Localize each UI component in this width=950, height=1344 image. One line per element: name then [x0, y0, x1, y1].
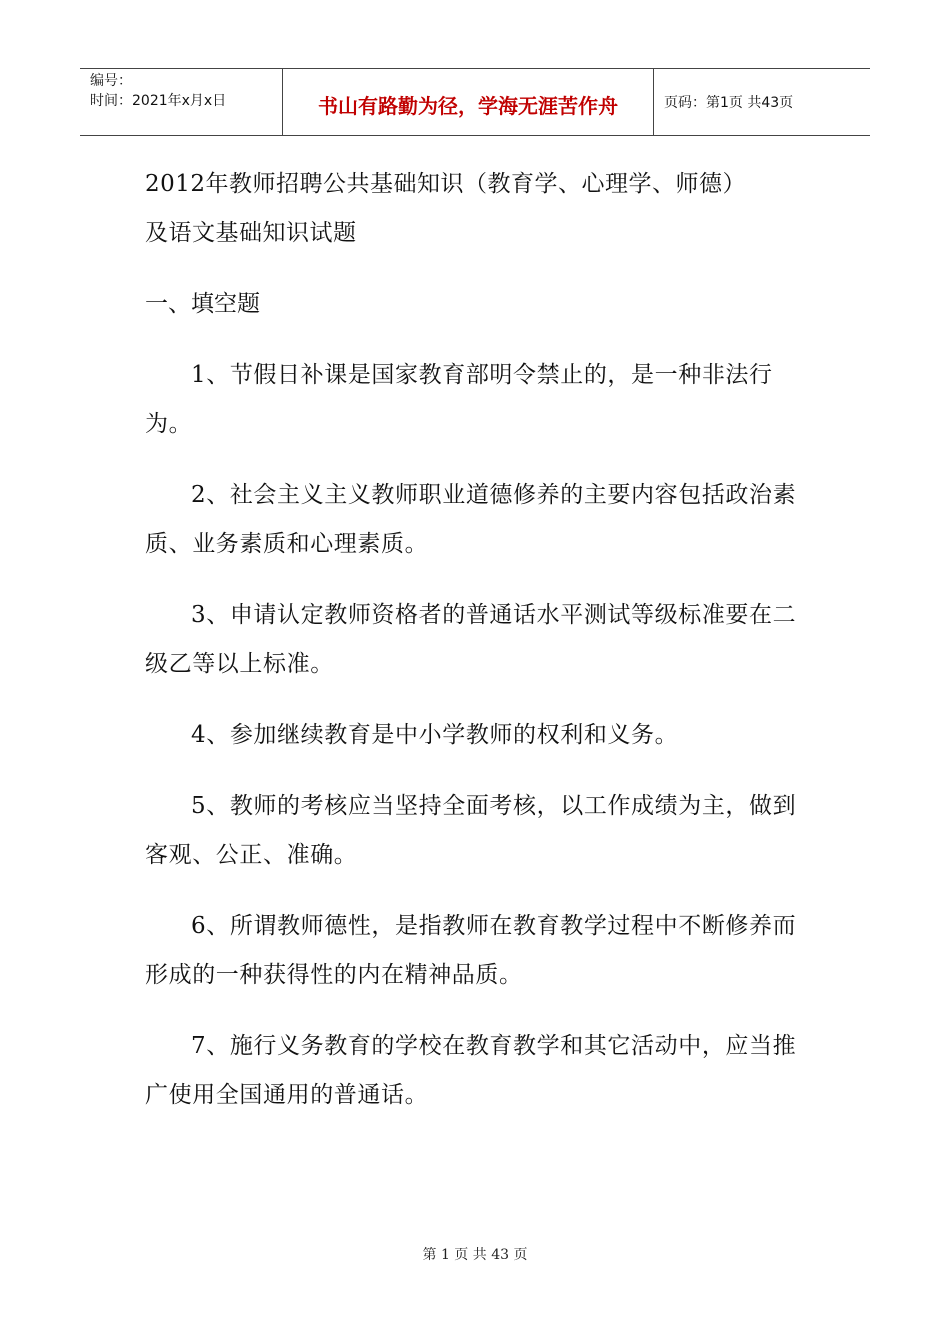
question-item: 1、节假日补课是国家教育部明令禁止的，是一种非法行为。	[145, 362, 773, 437]
question-item: 2、社会主义主义教师职业道德修养的主要内容包括政治素质、业务素质和心理素质。	[145, 482, 797, 557]
header-number-label: 编号：	[90, 73, 132, 89]
document-body	[145, 160, 805, 1120]
document-title-line-1: 2012年教师招聘公共基础知识（教育学、心理学、师德）	[145, 171, 747, 197]
header-page-cell	[654, 69, 870, 135]
section-heading: 一、填空题	[145, 291, 260, 317]
header-motto-cell	[282, 69, 654, 135]
question-item: 4、参加继续教育是中小学教师的权利和义务。	[191, 722, 679, 748]
header-date-label: 时间：2021年x月x日	[90, 93, 227, 109]
question-item: 3、申请认定教师资格者的普通话水平测试等级标准要在二级乙等以上标准。	[145, 602, 797, 677]
document-title-line-2: 及语文基础知识试题	[145, 220, 357, 246]
question-item: 5、教师的考核应当坚持全面考核，以工作成绩为主，做到客观、公正、准确。	[145, 793, 797, 868]
page-footer	[0, 1244, 950, 1264]
header-motto: 书山有路勤为径，学海无涯苦作舟	[318, 93, 618, 118]
question-item: 7、施行义务教育的学校在教育教学和其它活动中，应当推广使用全国通用的普通话。	[145, 1033, 797, 1108]
page-header	[80, 68, 870, 136]
footer-page-number: 第 1 页 共 43 页	[422, 1247, 528, 1263]
header-meta-cell	[80, 69, 282, 135]
question-item: 6、所谓教师德性，是指教师在教育教学过程中不断修养而形成的一种获得性的内在精神品质。	[145, 913, 797, 988]
header-page-label: 页码：第1页 共43页	[664, 95, 794, 111]
